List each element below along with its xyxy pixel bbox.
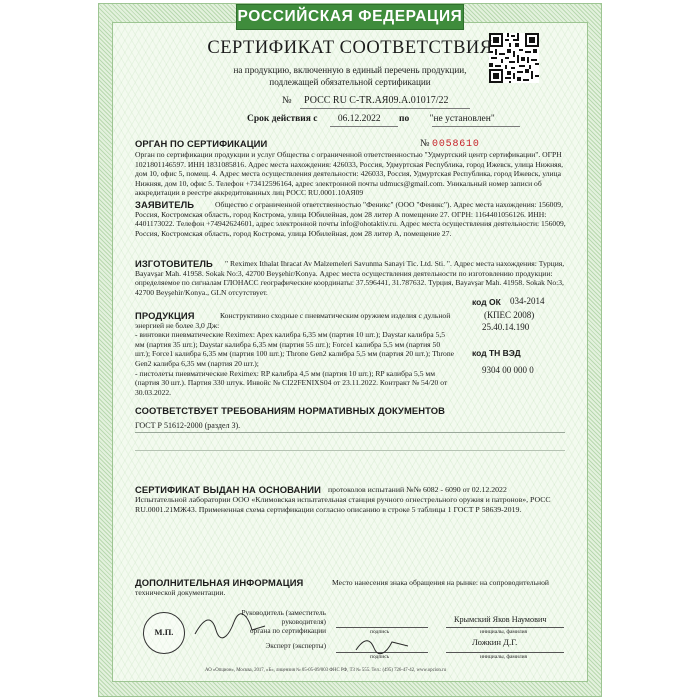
tnved-code: 9304 00 000 0	[482, 365, 534, 375]
head-label-line-2: органа по сертификации	[249, 626, 326, 635]
document-subtitle	[128, 64, 572, 88]
reg-underline	[300, 108, 470, 109]
head-signature-caption: подпись	[370, 629, 390, 635]
validity-to-label: по	[398, 114, 410, 124]
head-signature-mark	[190, 612, 270, 642]
product-heading: ПРОДУКЦИЯ	[135, 310, 195, 321]
manufacturer-heading: ИЗГОТОВИТЕЛЬ	[135, 258, 213, 269]
validity-from-underline	[330, 126, 398, 127]
kpes-code: 25.40.14.190	[482, 322, 530, 332]
basis-text-first: протоколов испытаний №№ 6082 - 6090 от 02.12.2022	[328, 485, 507, 494]
form-serial-number	[420, 138, 480, 150]
requirements-heading: СООТВЕТСТВУЕТ ТРЕБОВАНИЯМ НОРМАТИВНЫХ ДОКУМЕНТОВ	[135, 405, 445, 416]
head-label-line-1: Руководитель (заместитель руководителя)	[241, 608, 326, 626]
expert-signature-caption: подпись	[370, 654, 390, 660]
kpes-label: (КПЕС 2008)	[484, 310, 535, 320]
organ-heading: ОРГАН ПО СЕРТИФИКАЦИИ	[135, 138, 268, 149]
expert-name: Ложкин Д.Г.	[472, 637, 518, 647]
additional-heading: ДОПОЛНИТЕЛЬНАЯ ИНФОРМАЦИЯ	[135, 577, 304, 588]
requirements-rule	[135, 432, 565, 433]
validity-to: "не установлен"	[429, 114, 495, 124]
serial-value: 0058610	[432, 139, 480, 150]
country-banner: РОССИЙСКАЯ ФЕДЕРАЦИЯ	[236, 4, 464, 30]
requirements-rule-2	[135, 450, 565, 451]
stamp-seal: М.П.	[143, 612, 185, 654]
applicant-text: Общество с ограниченной ответственностью "Феникс" (ООО "Феникс"). Адрес места нахождения: 156009, Россия, Костромская область, город Кострома, улица Юбилейная, дом 28 литер А помещение 27. ОГРН: 1164401056126. ИНН: 4401173022. Телефон +74942624601, адрес электронной почты info@ohotaktiv.ru. Адрес места осуществления деятельности: 156009, Россия, Костромская область, город Кострома, улица Юбилейная, дом 28 литер А, помещение 27.	[135, 200, 566, 238]
okp-label: код ОК	[472, 297, 501, 307]
basis-heading: СЕРТИФИКАТ ВЫДАН НА ОСНОВАНИИ	[135, 484, 321, 495]
okp-code: 034-2014	[510, 296, 545, 306]
validity-period	[247, 114, 495, 124]
expert-name-line	[446, 652, 564, 653]
expert-signature-mark	[352, 636, 412, 656]
expert-label: Эксперт (эксперты)	[265, 641, 326, 650]
organ-text: Орган по сертификации продукции и услуг Общества с ограниченной ответственностью "Удмуртский центр сертификации". ОГРН 1021801146597. ИНН 1831085816. Адрес места нахождения: 426033, Россия, Удмуртская Республика, город Ижевск, улица Нижняя, дом 10, офис 5, помещ. 4. Адрес места осуществления деятельности: 426033, Россия, Удмуртская Республика, город Ижевск, улица Нижняя, дом 10, офис 5. Телефон +73412596164, адрес электронной почты udmucs@gmail.com. Уникальный номер записи об аккредитации в реестре аккредитованных лиц РОСС RU.0001.10АЯ09	[135, 150, 564, 198]
number-sign: №	[282, 95, 292, 106]
validity-from: 06.12.2022	[337, 114, 381, 124]
validity-to-underline	[432, 126, 520, 127]
subtitle-line-1: на продукцию, включенную в единый перечень продукции,	[233, 65, 467, 75]
manufacturer-text: " Reximex Ithalat Ihracat Av Malzemeleri Savunma Sanayi Tic. Ltd. Sti. ". Адрес места нахождения: Турция, Bayavşar Mah. 41958. Sokak No:3, 42700 Beyşehir/Konya. Адрес места осуществления деятельности по изготовлению продукции: определяемое по сигналам ГЛОНАСС географические координаты: 37.596441, 31.787632. Турция, Bayavşar Mah. 41958. Sokak No:3, 42700 Beyşehir/Konya., GLN отсутствует.	[135, 259, 565, 297]
registration-number-value: РОСС RU С-TR.АЯ09.А.01017/22	[304, 95, 449, 106]
product-text: Конструктивно сходные с пневматическим оружием изделия с дульной энергией не более 3,0 Дж: - винтовки пневматические Reximex: Apex калибра 6,35 мм (партия 10 шт.); Daystar калибра 5,5 мм (партия 35 шт.); Daystar калибра 6,35 мм (партия 55 шт.); Force1 калибра 5,5 мм (партия 50 шт.); Force1 калибра 6,35 мм (партия 100 шт.); Throne Gen2 калибра 5,5 мм (партия 20 шт.); Throne Gen2 калибра 6,35 мм (партия 20 шт.); - пистолеты пневматические Reximex: RP калибра 4,5 мм (партия 10 шт.); RP калибра 5,5 мм (партия 30 шт.). Партия 330 штук. Инвойс № CI22FENIXS04 от 23.11.2022. Контракт № 54/20 от 30.03.2022.	[135, 311, 455, 397]
basis-text: Испытательной лаборатории ООО «Климовская испытательная станция ручного огнестрельного оружия и патронов», РОСС RU.0001.21МЖ43. Примененная схема сертификации согласно описанию в строке 5 таблицы 1 ГОСТ Р 58639-2019.	[135, 495, 551, 514]
registration-number	[282, 95, 448, 106]
subtitle-line-2: подлежащей обязательной сертификации	[269, 77, 431, 87]
additional-text-first: Место нанесения знака обращения на рынке: на сопроводительной	[332, 578, 549, 587]
expert-name-caption: инициалы, фамилия	[480, 654, 528, 660]
printer-footer: АО «Опцион», Москва, 2017, «Б», лицензия № 05-05-09/003 ФНС РФ, ТЗ № 555. Тел.: (495) 726-47-42, www.opcion.ru	[205, 668, 447, 673]
document-title: СЕРТИФИКАТ СООТВЕТСТВИЯ	[207, 38, 493, 58]
head-name-line	[446, 627, 564, 628]
tnved-label: код ТН ВЭД	[472, 348, 521, 358]
head-signatory-name: Крымский Яков Наумович	[454, 615, 547, 624]
requirements-text: ГОСТ Р 51612-2000 (раздел 3).	[135, 421, 241, 430]
applicant-heading: ЗАЯВИТЕЛЬ	[135, 199, 195, 210]
additional-text: технической документации.	[135, 588, 226, 597]
validity-label: Срок действия с	[247, 114, 318, 124]
head-signature-line	[336, 627, 428, 628]
serial-prefix: №	[420, 138, 430, 149]
head-name-caption: инициалы, фамилия	[480, 629, 528, 635]
